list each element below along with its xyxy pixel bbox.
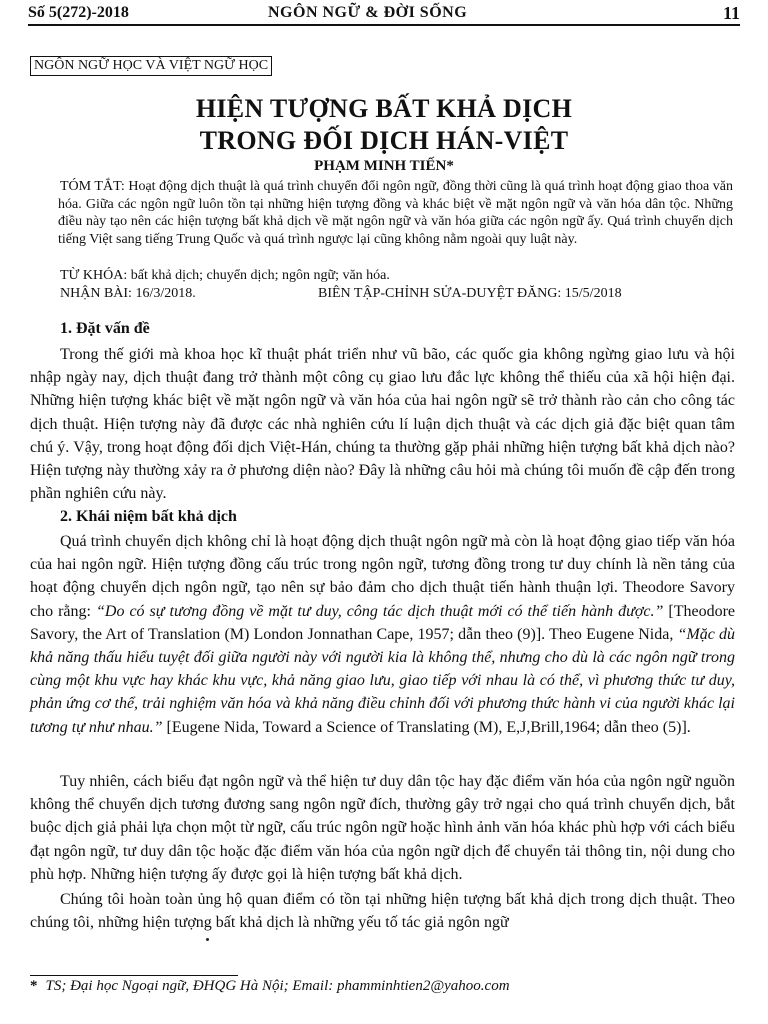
paragraph-2-text — [30, 530, 735, 739]
section-label: NGÔN NGỮ HỌC VÀ VIỆT NGỮ HỌC — [30, 56, 272, 76]
article-title-line-2: TRONG ĐỐI DỊCH HÁN-VIỆT — [199, 126, 569, 155]
footnote-text: TS; Đại học Ngoại ngữ, ĐHQG Hà Nội; Email: phamminhtien2@yahoo.com — [45, 978, 510, 994]
article-title-line-1: HIỆN TƯỢNG BẤT KHẢ DỊCH — [195, 94, 573, 123]
section-heading-2: 2. Khái niệm bất khả dịch — [60, 508, 237, 525]
paragraph-2-part-b: [Theodore Savory, the Art of Translation (M) London Jonnathan Cape, 1957; dẫn theo (9)]. Theo Eugene Nida, — [30, 602, 735, 643]
footnote-marker: * — [30, 978, 38, 994]
edited-date: BIÊN TẬP-CHỈNH SỬA-DUYỆT ĐĂNG: 15/5/2018 — [318, 286, 622, 301]
paragraph-1 — [30, 343, 735, 505]
running-header — [28, 2, 740, 24]
journal-name: NGÔN NGỮ & ĐỜI SỐNG — [268, 4, 468, 21]
abstract-text: TÓM TẮT: Hoạt động dịch thuật là quá trình chuyển đổi ngôn ngữ, đồng thời cũng là quá trình hoạt động giao thoa văn hóa. Giữa các ngôn ngữ luôn tồn tại những hiện tượng đồng và khác biệt về mặt ngôn ngữ và văn hóa dân tộc. Những điều này tạo nên các hiện tượng bất khả dịch về mặt ngôn ngữ và văn hóa giữa các ngôn ngữ ấy. Quá trình chuyển dịch tiếng Việt sang tiếng Trung Quốc và quá trình ngược lại cũng không nằm ngoài quy luật này. — [58, 179, 733, 247]
section-heading-1: 1. Đặt vấn đề — [60, 320, 150, 337]
issue-number: Số 5(272)-2018 — [28, 4, 129, 21]
footnote — [30, 978, 510, 995]
footnote-rule — [30, 975, 238, 976]
header-rule — [28, 24, 740, 26]
paragraph-1-text: Trong thế giới mà khoa học kĩ thuật phát triển như vũ bão, các quốc gia không ngừng giao lưu và hội nhập ngày nay, dịch thuật đang trở thành một công cụ giao lưu đắc lực không thể thiếu của xã hội hiện đại. Những hiện tượng khác biệt về mặt ngôn ngữ và văn hóa của hai ngôn ngữ sẽ trở thành rào cản cho công tác dịch thuật. Hiện tượng này đã được các nhà nghiên cứu lí luận dịch thuật và các dịch giả đặc biệt quan tâm chú ý. Vậy, trong hoạt động đối dịch Việt-Hán, chúng ta thường gặp phải những hiện tượng bất khả dịch nào? Hiện tượng này thường xảy ra ở phương diện nào? Đây là những câu hỏi mà chúng tôi muốn đề cập đến trong phần nghiên cứu này. — [30, 346, 735, 503]
received-date: NHẬN BÀI: 16/3/2018. — [60, 286, 196, 301]
paragraph-2-part-a: Quá trình chuyển dịch không chỉ là hoạt động dịch thuật ngôn ngữ mà còn là hoạt động giao tiếp văn hóa của hai ngôn ngữ. Hiện tượng đồng cấu trúc trong ngôn ngữ, tương đồng trong tư duy chính là nền tảng của hoạt động chuyển dịch ngôn ngữ, tạo nên sự bảo đảm cho dịch thuật tiến hành thuận lợi. Theodore Savory cho rằng: — [30, 533, 735, 620]
paragraph-2-part-c: [Eugene Nida, Toward a Science of Translating (M), E,J,Brill,1964; dẫn theo (5)]. — [162, 718, 691, 736]
keywords: TỪ KHÓA: bất khả dịch; chuyển dịch; ngôn ngữ; văn hóa. — [60, 268, 390, 283]
paragraph-3 — [30, 770, 735, 886]
paragraph-3-text: Tuy nhiên, cách biểu đạt ngôn ngữ và thể hiện tư duy dân tộc hay đặc điểm văn hóa của ngôn ngữ nguồn không thể chuyển dịch tương đương sang ngôn ngữ đích, thường gây trở ngại cho quá trình chuyển dịch, bắt buộc dịch giả phải lựa chọn một từ ngữ, cấu trúc ngôn ngữ hoặc hình ảnh văn hóa khác phù hợp với cách biểu đạt ngôn ngữ, tư duy dân tộc hoặc đặc điểm văn hóa của ngôn ngữ dịch để chuyển tải thông tin, nội dung cho phù hợp. Những hiện tượng ấy được gọi là hiện tượng bất khả dịch. — [30, 773, 735, 883]
savory-quote: “Do có sự tương đồng về mặt tư duy, công tác dịch thuật mới có thể tiến hành được.” — [95, 602, 664, 620]
abstract — [58, 178, 733, 248]
page-number: 11 — [722, 3, 740, 23]
nida-quote: “Mặc dù khả năng thấu hiểu tuyệt đối giữa người này với người kia là không thể, nhưng cho dù là các ngôn ngữ trong cùng một khu vực hay khác khu vực, khả năng giao lưu, giao tiếp với nhau là có thể, vì phương thức tư duy, phản ứng cơ thể, trải nghiệm văn hóa và khả năng điều chỉnh đối với phương thức hành vi của người khác lại tương tự như nhau.” — [30, 625, 735, 736]
author-name: PHẠM MINH TIẾN* — [314, 158, 454, 174]
paragraph-4 — [30, 888, 735, 934]
paragraph-4-text: Chúng tôi hoàn toàn ủng hộ quan điểm có tồn tại những hiện tượng bất khả dịch trong dịch thuật. Theo chúng tôi, những hiện tượng bất khả dịch là những yếu tố tác giả ngôn ngữ — [30, 891, 735, 932]
paragraph-2 — [30, 530, 735, 739]
stray-dot — [206, 938, 209, 941]
